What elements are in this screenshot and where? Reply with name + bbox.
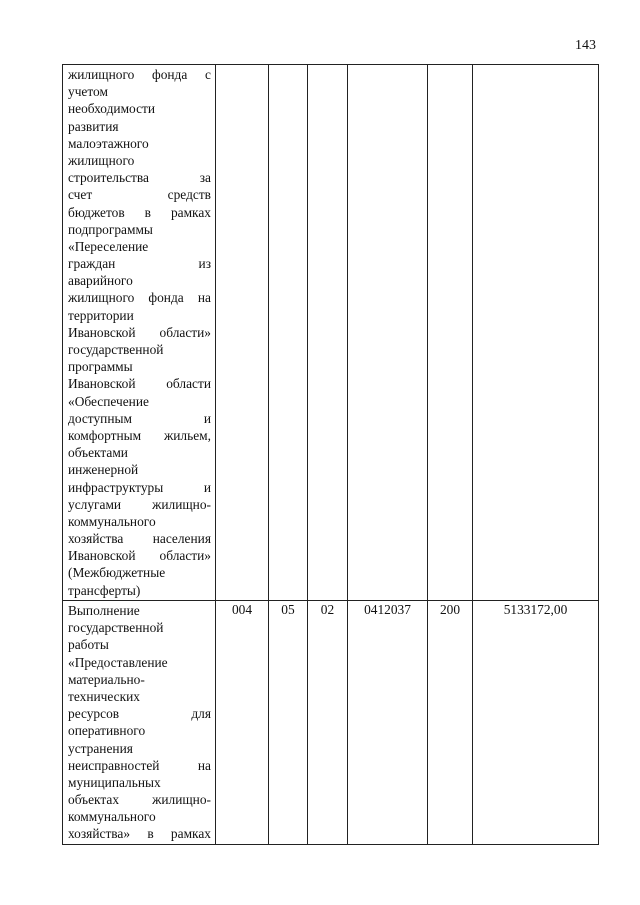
target-article-cell (348, 65, 428, 601)
description-line: строительства за (68, 170, 211, 186)
ministry-code-cell: 004 (216, 601, 269, 845)
description-line: устранения (68, 740, 133, 756)
description-line: граждан из (68, 256, 211, 272)
target-article-cell: 0412037 (348, 601, 428, 845)
description-line: учетом (68, 84, 108, 100)
section-code-cell: 05 (269, 601, 308, 845)
description-line: неисправностей на (68, 757, 211, 773)
ministry-code-cell (216, 65, 269, 601)
description-line: жилищного (68, 152, 135, 168)
description-line: коммунального (68, 513, 156, 529)
description-line: доступным и (68, 410, 211, 426)
description-line: объектами (68, 445, 128, 461)
description-line: необходимости (68, 101, 156, 117)
row-description-cell (63, 601, 216, 845)
subsection-code-cell (308, 65, 348, 601)
description-line: трансферты) (68, 582, 141, 598)
description-line: счет средств (68, 187, 211, 203)
description-line: Ивановской области» (68, 324, 211, 340)
description-line: государственной (68, 620, 164, 636)
description-line: малоэтажного (68, 135, 149, 151)
description-line: Ивановской области» (68, 548, 211, 564)
row-description (68, 601, 211, 843)
description-line: «Обеспечение (68, 393, 149, 409)
description-line: услугами жилищно- (68, 496, 211, 512)
description-line: ресурсов для (68, 706, 211, 722)
description-line: государственной (68, 342, 164, 357)
subsection-code-cell: 02 (308, 601, 348, 845)
expense-type-cell (428, 65, 473, 601)
page-number: 143 (575, 38, 596, 53)
description-line: работы (68, 637, 109, 653)
description-line: «Переселение (68, 238, 149, 254)
description-line: программы (68, 359, 133, 375)
section-code-cell (269, 65, 308, 601)
description-line: муниципальных (68, 774, 161, 790)
description-line: жилищного фонда с (68, 67, 211, 82)
description-line: «Предоставление (68, 654, 168, 670)
amount-cell (473, 65, 599, 601)
description-line: Ивановской области (68, 376, 211, 392)
description-line: объектах жилищно- (68, 792, 211, 808)
description-line: инфраструктуры и (68, 479, 211, 495)
amount-cell: 5133172,00 (473, 601, 599, 845)
description-line: жилищного фонда на (68, 290, 211, 306)
row-description (68, 65, 211, 599)
description-line: хозяйства» в рамках (68, 826, 211, 842)
description-line: бюджетов в рамках (68, 204, 211, 220)
table-row (63, 601, 599, 845)
budget-table (62, 64, 599, 845)
description-line: инженерной (68, 462, 139, 478)
description-line: развития (68, 118, 119, 134)
expense-type-cell: 200 (428, 601, 473, 845)
description-line: хозяйства населения (68, 531, 211, 547)
description-line: технических (68, 688, 140, 704)
description-line: территории (68, 307, 134, 323)
description-line: (Межбюджетные (68, 565, 166, 581)
description-line: оперативного (68, 723, 146, 739)
description-line: Выполнение (68, 603, 140, 618)
description-line: подпрограммы (68, 221, 153, 237)
description-line: коммунального (68, 809, 156, 825)
description-line: материально- (68, 671, 145, 687)
table-row (63, 65, 599, 601)
row-description-cell (63, 65, 216, 601)
description-line: аварийного (68, 273, 133, 289)
description-line: комфортным жильем, (68, 427, 211, 443)
